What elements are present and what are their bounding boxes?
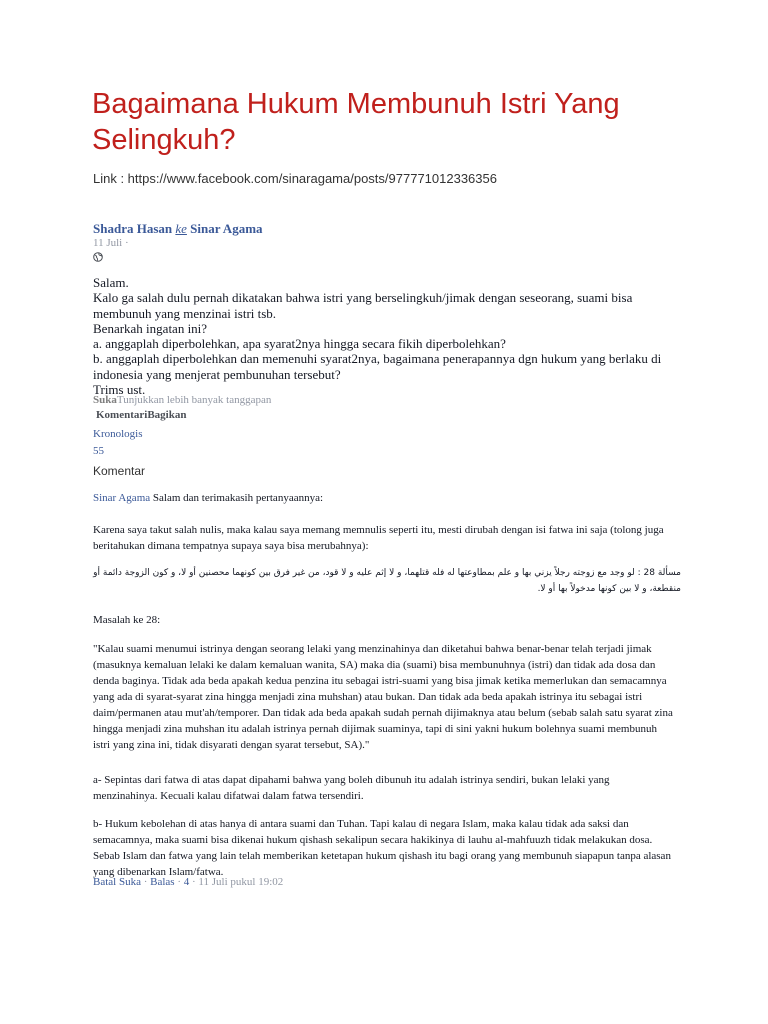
post-actions xyxy=(93,394,271,406)
reply-author[interactable]: Sinar Agama xyxy=(93,492,151,504)
to-word: ke xyxy=(175,221,187,236)
reply-header xyxy=(93,492,323,504)
post-line: b. anggaplah diperbolehkan dan memenuhi syarat2nya, bagaimana penerapannya dgn hukum yang berlaku di indonesia yang menjerat pembunuhan tersebut? xyxy=(93,351,662,382)
page-title: Bagaimana Hukum Membunuh Istri Yang Selingkuh? xyxy=(92,88,620,156)
post-line: Salam. xyxy=(93,275,129,290)
post-line: a. anggaplah diperbolehkan, apa syarat2nya hingga secara fikih diperbolehkan? xyxy=(93,336,506,352)
reply-timestamp[interactable]: · 11 Juli pukul 19:02 xyxy=(189,876,284,888)
post-line: Trims ust. xyxy=(93,382,146,398)
post-line: Kalo ga salah dulu pernah dikatakan bahwa istri yang berselingkuh/jimak dengan seseorang, suami bisa membunuh yang menzinai istri tsb. xyxy=(93,290,633,321)
author-name[interactable]: Shadra Hasan xyxy=(93,221,173,236)
comment-link[interactable]: Komentari xyxy=(96,409,148,421)
reply-greeting: Salam dan terimakasih pertanyaannya: xyxy=(150,492,324,504)
unlike-link[interactable]: Batal Suka xyxy=(93,876,141,888)
comment-count[interactable]: 55 xyxy=(93,445,104,457)
reply-paragraph: Karena saya takut salah nulis, maka kalau saya memang memnulis seperti itu, mesti dirubah dengan isi fatwa ini saja (tolong juga beritahukan dimana tempatnya supaya saya bisa merubahnya): xyxy=(93,524,664,552)
post-date[interactable]: 11 Juli · xyxy=(93,237,129,249)
fatwa-translation: "Kalau suami menumui istrinya dengan seorang lelaki yang menzinahinya dan diketahui bahwa benar-benar telah terjadi jimak (masuknya kemaluan lelaki ke dalam kemaluan wanita, SA) maka dia (suami) bisa membunuhnya (istri) dan tidak ada dosa dan denda baginya. Tidak ada beda apakah kedua penzina itu sebagai istri-suami yang bisa jimak ketika memerlukan dan semacamnya yang ada di syarat-syarat zina hingga menjadi zina muhshan) atau bukan. Dan tidak ada beda apakah istrinya itu sebagai istri daim/permanen atau mut'ah/temporer. Dan tidak ada beda apakah sudah pernah dijimaknya atau belum (sebab salah satu syarat zina hingga menjadi zina muhshan itu adalah istrinya pernah dijimak suaminya, tapi di sini yakni hukum bolehnya suami membunuh istri yang zina ini, tidak disyarati dengan syarat tersebut, SA)." xyxy=(93,643,673,751)
komentar-heading: Komentar xyxy=(93,464,146,478)
footer-separator: · xyxy=(140,876,151,888)
post-line: Benarkah ingatan ini? xyxy=(93,320,208,336)
point-b: b- Hukum kebolehan di atas hanya di antara suami dan Tuhan. Tapi kalau di negara Islam, maka kalau tidak ada saksi dan semacamnya, maka suami bisa dikenai hukum qishash sekalipun secara hakikinya di lauhu al-mahfuuzh tidak melakukan dosa. Sebab Islam dan fatwa yang lain telah memberikan ketetapan hukum qishash itu bagi orang yang membunuh siapapun tanpa alasan yang dibenarkan Islam/fatwa. xyxy=(93,818,671,878)
reply-link[interactable]: Balas xyxy=(150,876,175,888)
reply-footer xyxy=(93,876,283,888)
post-header xyxy=(93,221,263,237)
page-name[interactable]: Sinar Agama xyxy=(190,221,263,236)
like-link[interactable]: Suka xyxy=(93,394,117,406)
masalah-heading: Masalah ke 28: xyxy=(93,614,161,626)
arabic-fatwa: مسألة 28 : لو وجد مع زوجته رجلاً يزني بها و علم بمطاوعتها له فله قتلهما، و لا إثم عليه و لا قود، من غير فرق بين كونهما محصنين أو لا، و كون الزوجة دائمة أو منقطعة، و لا بين كونها مدخولاً بها أو لا. xyxy=(93,568,681,594)
like-count[interactable]: 4 xyxy=(183,876,190,888)
more-replies-link[interactable]: Tunjukkan lebih banyak tanggapan xyxy=(116,394,272,406)
kronologis-link[interactable]: Kronologis xyxy=(93,428,143,440)
footer-separator: · xyxy=(174,876,184,888)
comment-share-row xyxy=(96,409,186,421)
source-link[interactable]: Link : https://www.facebook.com/sinaragama/posts/977771012336356 xyxy=(93,171,497,186)
globe-icon xyxy=(93,252,103,262)
share-link[interactable]: Bagikan xyxy=(147,409,187,421)
post-body xyxy=(93,275,683,397)
point-a: a- Sepintas dari fatwa di atas dapat dipahami bahwa yang boleh dibunuh itu adalah istrinya sendiri, bukan lelaki yang menzinahinya. Kecuali kalau difatwai dalam fatwa tersendiri. xyxy=(93,774,610,802)
